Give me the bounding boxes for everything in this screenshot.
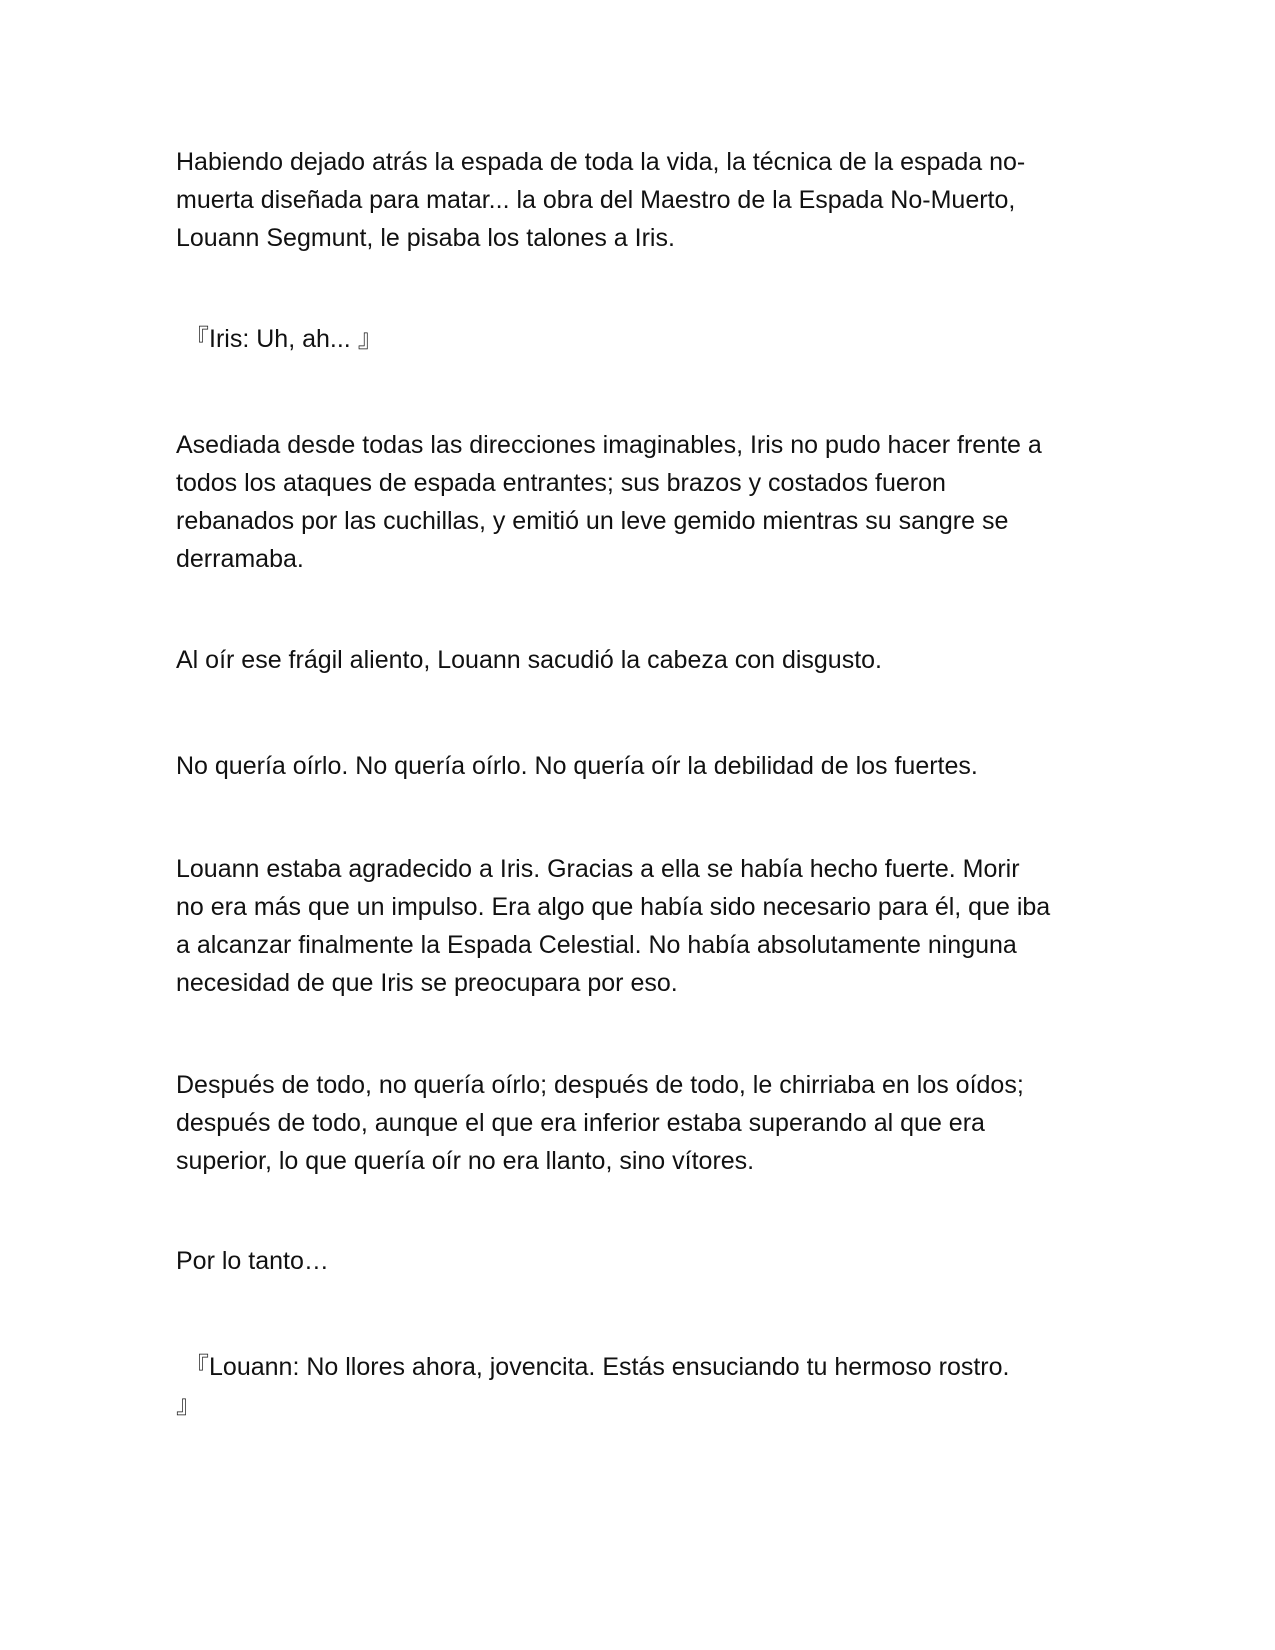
text-line: muerta diseñada para matar... la obra del Maestro de la Espada No-Muerto,: [176, 186, 1016, 214]
dialogue-text: Louann: No llores ahora, jovencita. Estás ensuciando tu hermoso rostro.: [209, 1353, 1010, 1381]
text-line: Louann Segmunt, le pisaba los talones a Iris.: [176, 224, 675, 252]
text-line: No quería oírlo. No quería oírlo. No quería oír la debilidad de los fuertes.: [176, 752, 978, 780]
paragraph-4: [176, 641, 1104, 679]
open-bracket: 『: [184, 325, 210, 353]
paragraph-7: [176, 1066, 1104, 1180]
dialogue-louann: [176, 1348, 1112, 1424]
paragraph-3: [176, 426, 1104, 578]
text-line: rebanados por las cuchillas, y emitió un leve gemido mientras su sangre se: [176, 507, 1009, 535]
text-line: Habiendo dejado atrás la espada de toda la vida, la técnica de la espada no-: [176, 148, 1026, 176]
text-line: Después de todo, no quería oírlo; después de todo, le chirriaba en los oídos;: [176, 1071, 1024, 1099]
text-line: después de todo, aunque el que era inferior estaba superando al que era: [176, 1109, 985, 1137]
text-line: necesidad de que Iris se preocupara por eso.: [176, 969, 678, 997]
dialogue-line: [184, 1348, 1112, 1386]
dialogue-line: [184, 320, 1112, 358]
dialogue-iris: [184, 320, 1112, 358]
text-line: todos los ataques de espada entrantes; sus brazos y costados fueron: [176, 469, 946, 497]
dialogue-text: Iris: Uh, ah...: [209, 325, 358, 353]
paragraph-6: [176, 850, 1104, 1002]
text-line: Asediada desde todas las direcciones imaginables, Iris no pudo hacer frente a: [176, 431, 1042, 459]
text-line: no era más que un impulso. Era algo que había sido necesario para él, que iba: [176, 893, 1051, 921]
text-line: a alcanzar finalmente la Espada Celestial. No había absolutamente ninguna: [176, 931, 1017, 959]
text-line: derramaba.: [176, 545, 304, 573]
text-line: superior, lo que quería oír no era llanto, sino vítores.: [176, 1147, 755, 1175]
paragraph-8: [176, 1242, 1104, 1280]
close-bracket: 』: [176, 1391, 202, 1419]
text-line: Al oír ese frágil aliento, Louann sacudió la cabeza con disgusto.: [176, 646, 883, 674]
paragraph-5: [176, 747, 1104, 785]
close-bracket: 』: [357, 325, 383, 353]
text-line: Por lo tanto…: [176, 1247, 329, 1275]
paragraph-1: [176, 143, 1104, 257]
open-bracket: 『: [184, 1353, 210, 1381]
text-line: Louann estaba agradecido a Iris. Gracias a ella se había hecho fuerte. Morir: [176, 855, 1020, 883]
